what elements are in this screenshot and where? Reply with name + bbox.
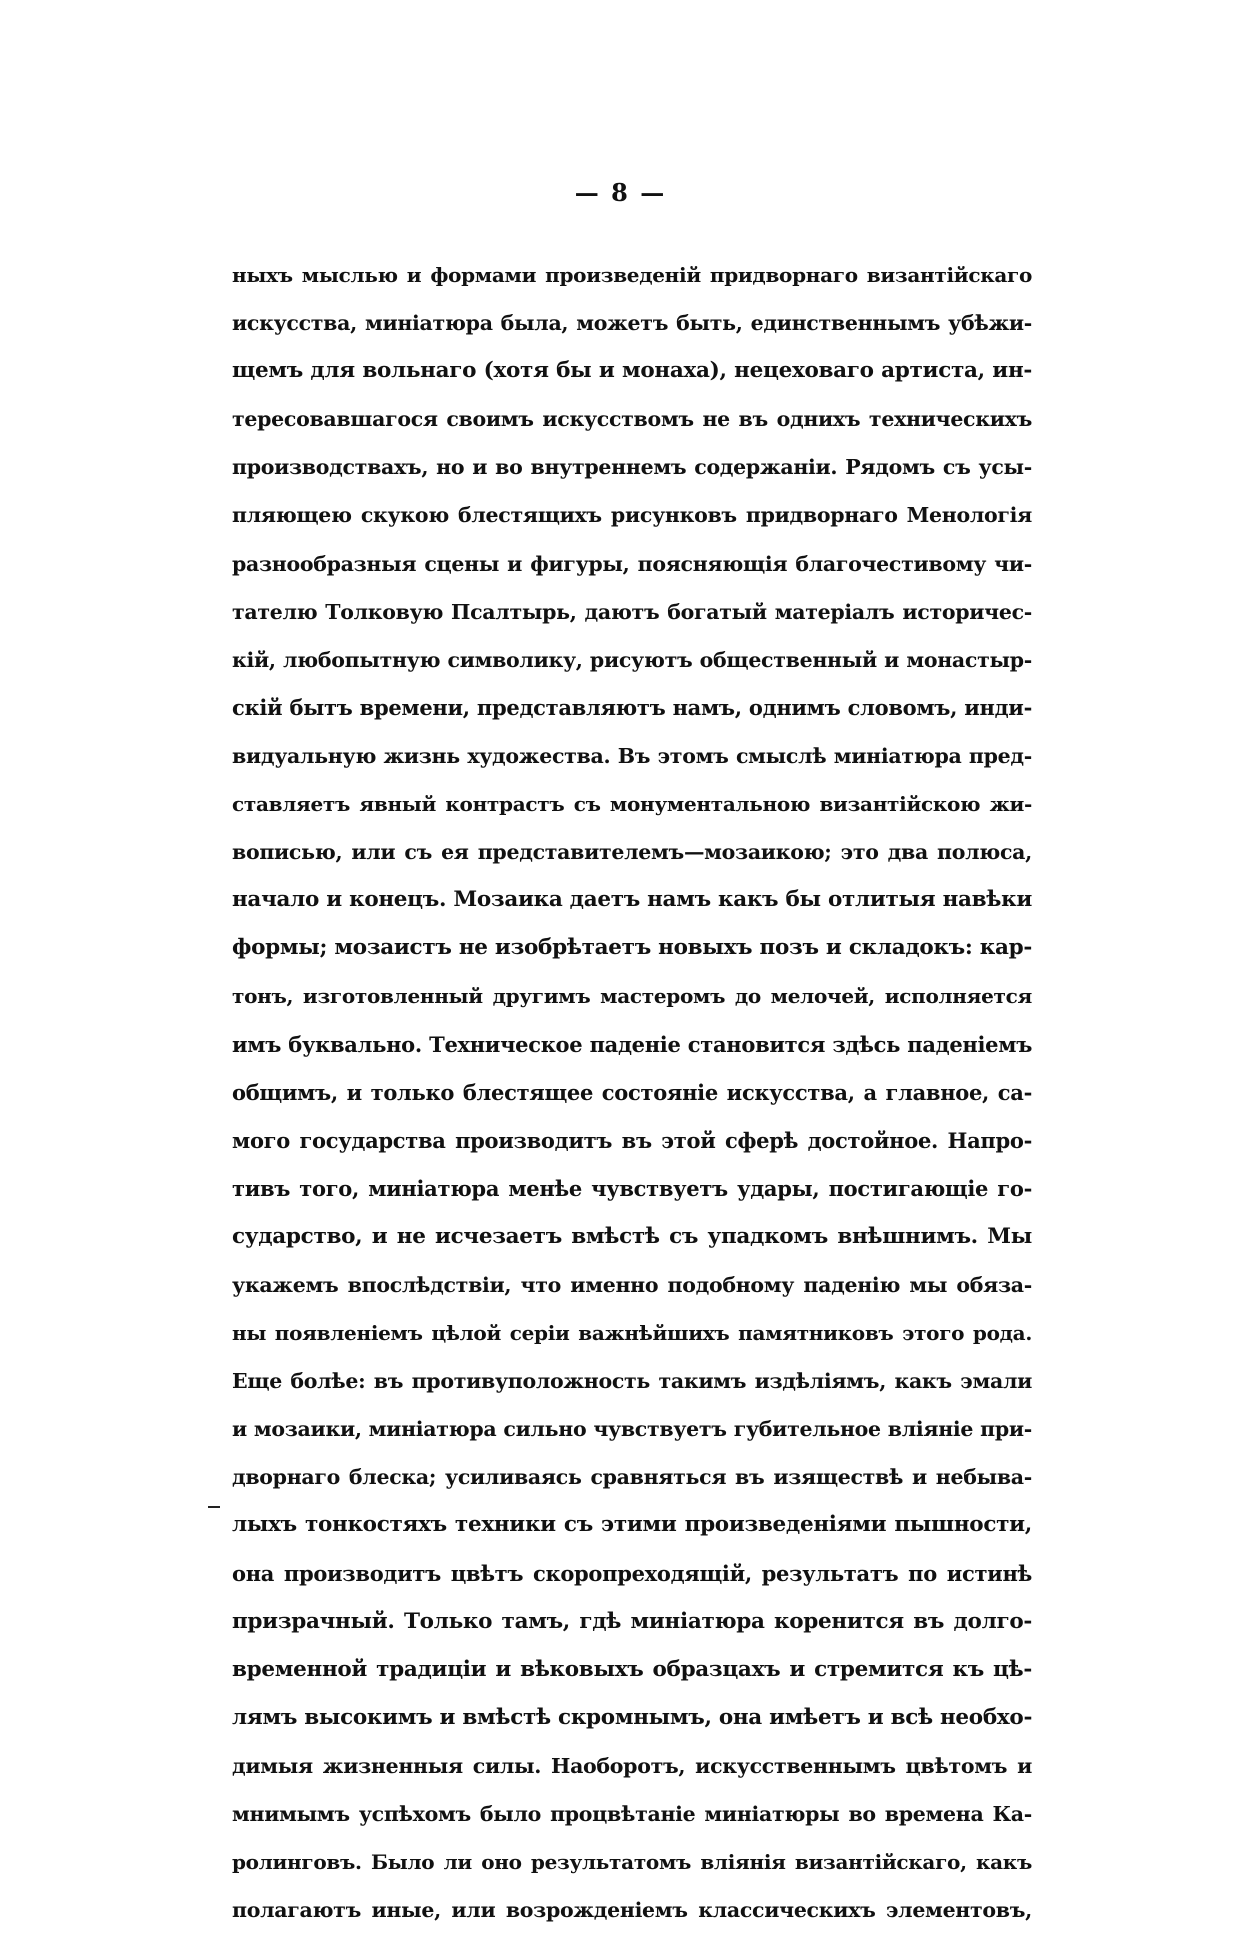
text-line: мнимымъ успѣхомъ было процвѣтанiе миніатюры во времена Ка- (232, 1802, 1032, 1826)
text-line: Еще болѣе: въ противуположность такимъ издѣлiямъ, какъ эмали (232, 1369, 1032, 1394)
text-line: общимъ, и только блестящее состоянiе искусства, а главное, са- (232, 1079, 1032, 1105)
text-line: тересовавшагося своимъ искусствомъ не въ однихъ техническихъ (232, 407, 1032, 432)
text-line: полагаютъ иные, или возрожденiемъ классическихъ элементовъ, (232, 1898, 1032, 1923)
text-line: видуальную жизнь художества. Въ этомъ смыслѣ миніатюра пред- (232, 743, 1032, 768)
text-line: кiй, любопытную символику, рисуютъ общественный и монастыр- (232, 647, 1032, 672)
text-line: формы; мозаистъ не изобрѣтаетъ новыхъ позъ и складокъ: кар- (232, 935, 1032, 961)
margin-mark (208, 1506, 220, 1508)
text-line: призрачный. Только тамъ, гдѣ миніатюра коренится въ долго- (232, 1608, 1032, 1634)
text-line: она производитъ цвѣтъ скоропреходящiй, результатъ по истинѣ (232, 1560, 1032, 1586)
text-line: производствахъ, но и во внутреннемъ содержанiи. Рядомъ съ усы- (232, 455, 1032, 480)
text-line: разнообразныя сцены и фигуры, поясняющiя благочестивому чи- (232, 551, 1032, 576)
text-line: лыхъ тонкостяхъ техники съ этими произведенiями пышности, (232, 1512, 1032, 1538)
text-line: тателю Толковую Псалтырь, даютъ богатый матерiалъ историчес- (232, 599, 1032, 624)
text-line: начало и конецъ. Мозаика даетъ намъ какъ бы отлитыя навѣки (232, 887, 1032, 913)
text-line: дворнаго блеска; усиливаясь сравняться въ изяществѣ и небыва- (232, 1465, 1032, 1490)
text-line: и мозаики, миніатюра сильно чувствуетъ губительное влiянiе при- (232, 1417, 1032, 1442)
text-line: вописью, или съ ея представителемъ—мозаикою; это два полюса, (232, 840, 1032, 865)
text-line: ны появленiемъ цѣлой серiи важнѣйшихъ памятниковъ этого рода. (232, 1321, 1032, 1346)
text-line: укажемъ впослѣдствiи, что именно подобному паденiю мы обяза- (232, 1272, 1032, 1297)
text-line: тивъ того, миніатюра менѣе чувствуетъ удары, постигающiе го- (232, 1175, 1032, 1201)
text-line: имъ буквально. Техническое паденiе становится здѣсь паденiемъ (232, 1031, 1032, 1057)
text-line: лямъ высокимъ и вмѣстѣ скромнымъ, она имѣетъ и всѣ необхо- (232, 1704, 1033, 1730)
text-line: скiй бытъ времени, представляютъ намъ, однимъ словомъ, инди- (232, 694, 1032, 720)
text-line: временной традицiи и вѣковыхъ образцахъ и стремится къ цѣ- (232, 1656, 1032, 1682)
text-line: ныхъ мыслью и формами произведенiй придворнаго византiйскаго (232, 263, 1032, 287)
text-line: сударство, и не исчезаетъ вмѣстѣ съ упадкомъ внѣшнимъ. Мы (232, 1223, 1032, 1249)
text-line: димыя жизненныя силы. Наоборотъ, искусственнымъ цвѣтомъ и (232, 1753, 1032, 1778)
text-line: щемъ для вольнаго (хотя бы и монаха), нецеховаго артиста, ин- (232, 358, 1032, 384)
text-line: пляющею скукою блестящихъ рисунковъ придворнаго Менологiя (232, 503, 1032, 528)
text-line: ролинговъ. Было ли оно результатомъ влiянiя византiйскаго, какъ (232, 1850, 1032, 1875)
text-line: мого государства производитъ въ этой сферѣ достойное. Напро- (232, 1127, 1032, 1153)
text-line: тонъ, изготовленный другимъ мастеромъ до мелочей, исполняется (232, 984, 1032, 1009)
text-line: искусства, миніатюра была, можетъ быть, единственнымъ убѣжи- (232, 311, 1032, 336)
text-line: ставляетъ явный контрастъ съ монументальною византiйскою жи- (232, 792, 1032, 817)
body-text (232, 251, 1032, 1934)
page-number: — 8 — (574, 178, 667, 207)
